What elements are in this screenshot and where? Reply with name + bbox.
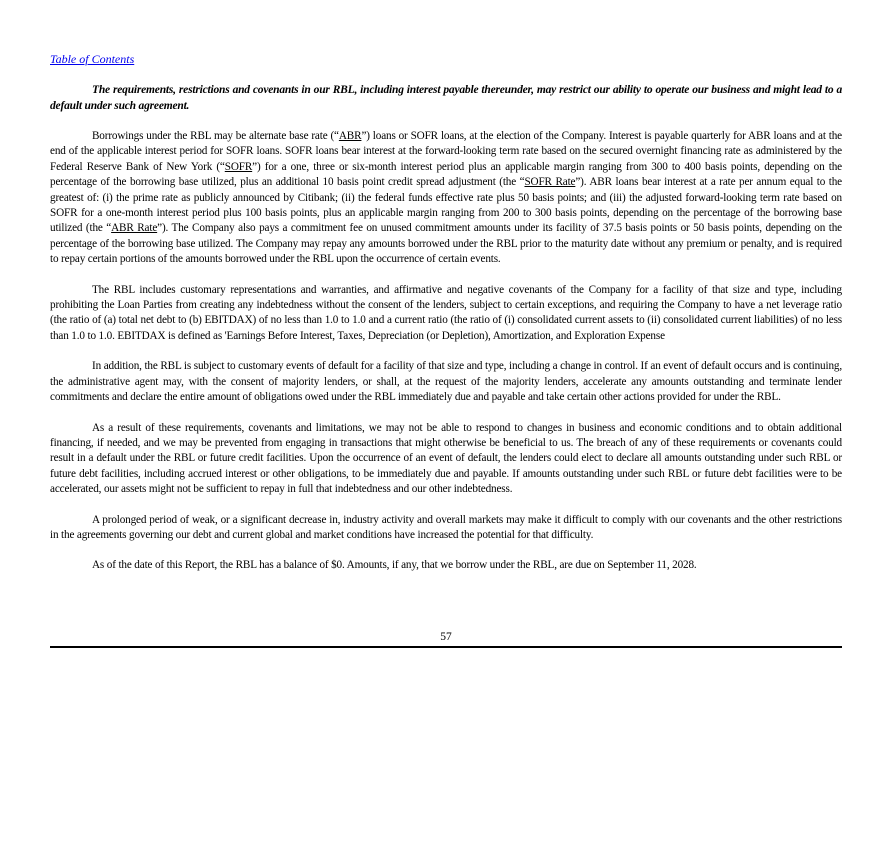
page-number: 57 [440, 631, 452, 643]
paragraph-market-conditions: A prolonged period of weak, or a significant decrease in, industry activity and overall markets may make it difficult to comply with our covenants and the other restrictions in the agreements governing our debt and current global and market conditions have increased the potential for that difficulty. [50, 513, 842, 541]
table-of-contents-link[interactable]: Table of Contents [50, 52, 135, 66]
paragraph-text: ”) for a one, three or six-month interest period plus an applicable margin ranging from 300 to 400 basis points, depending on the percentage of the borrowing base utilized, plus an additional 10 basis point credit spread adjustment (the “ [50, 160, 842, 189]
defined-term-sofr: SOFR [224, 160, 253, 173]
paragraph-text: ”) loans or SOFR loans, at the election of the Company. Interest is payable quarterly for ABR loans and at the end of the applicable interest period for SOFR loans. SOFR loans bear interest at the forward-looking term rate based on the secured overnight financing rate as administered by the Federal Reserve Bank of New York (“ [50, 130, 842, 173]
paragraph-limitations: As a result of these requirements, covenants and limitations, we may not be able to respond to changes in business and economic conditions and to obtain additional financing, if needed, and we may be prevented from engaging in transactions that might otherwise be beneficial to us. The breach of any of these requirements or covenants could result in a default under the RBL or future credit facilities. Upon the occurrence of an event of default, the lenders could elect to declare all amounts outstanding under such RBL or future debt facilities, including accrued interest or other obligations, to be immediately due and payable. If amounts outstanding under such RBL or future debt facilities were to be accelerated, our assets might not be sufficient to repay in full that indebtedness and our other indebtedness. [50, 421, 842, 496]
paragraph-text: ”). ABR loans bear interest at a rate per annum equal to the greatest of: (i) the prime rate as publicly announced by Citibank; (ii) the federal funds effective rate plus 50 basis points; and (iii) the adjusted forward-looking term rate based on SOFR for a one-month interest period plus 100 basis points, plus an applicable margin ranging from 200 to 300 basis points, depending on the percentage of the borrowing base utilized (the “ [50, 176, 842, 235]
page-footer [50, 630, 842, 648]
document-page [50, 50, 842, 585]
defined-term-sofr-rate: SOFR Rate [524, 176, 576, 189]
defined-term-abr: ABR [338, 130, 362, 142]
paragraph-covenants: The RBL includes customary representations and warranties, and affirmative and negative covenants of the Company for a facility of that size and type, including prohibiting the Loan Parties from creating any indebtedness without the consent of the lenders, subject to certain exceptions, and requiring the Company to have a net leverage ratio (the ratio of (a) total net debt to (b) EBITDAX) of no less than 1.0 to 1.0 and a current ratio (the ratio of (i) consolidated current assets to (ii) consolidated current liabilities) of no less than 1.0 to 1.0. EBITDAX is defined as 'Earnings Before Interest, Taxes, Depreciation (or Depletion), Amortization, and Exploration Expense [50, 283, 842, 342]
paragraph-text: Borrowings under the RBL may be alternate base rate (“ [92, 130, 339, 142]
paragraph-events-of-default: In addition, the RBL is subject to customary events of default for a facility of that size and type, including a change in control. If an event of default occurs and is continuing, the administrative agent may, with the consent of majority lenders, or shall, at the request of the majority lenders, accelerate any amounts outstanding and terminate lender commitments and declare the entire amount of obligations owed under the RBL immediately due and payable and take certain other actions provided for under the RBL. [50, 360, 842, 404]
footer-divider [50, 646, 842, 648]
paragraph-balance: As of the date of this Report, the RBL has a balance of $0. Amounts, if any, that we borrow under the RBL, are due on September 11, 2028. [92, 559, 697, 572]
defined-term-abr-rate: ABR Rate [111, 222, 158, 235]
paragraph-text: ”). The Company also pays a commitment fee on unused commitment amounts under its facility of 37.5 basis points or 50 basis points, depending on the percentage of the borrowing base utilized. The Company may repay any amounts borrowed under the RBL prior to the maturity date without any premium or penalty, and is required to repay certain portions of the amounts borrowed under the RBL upon the occurrence of certain events. [50, 222, 842, 266]
paragraph-borrowings [50, 129, 842, 268]
risk-factor-heading: The requirements, restrictions and covenants in our RBL, including interest payable thereunder, may restrict our ability to operate our business and might lead to a default under such agreement. [50, 84, 842, 112]
